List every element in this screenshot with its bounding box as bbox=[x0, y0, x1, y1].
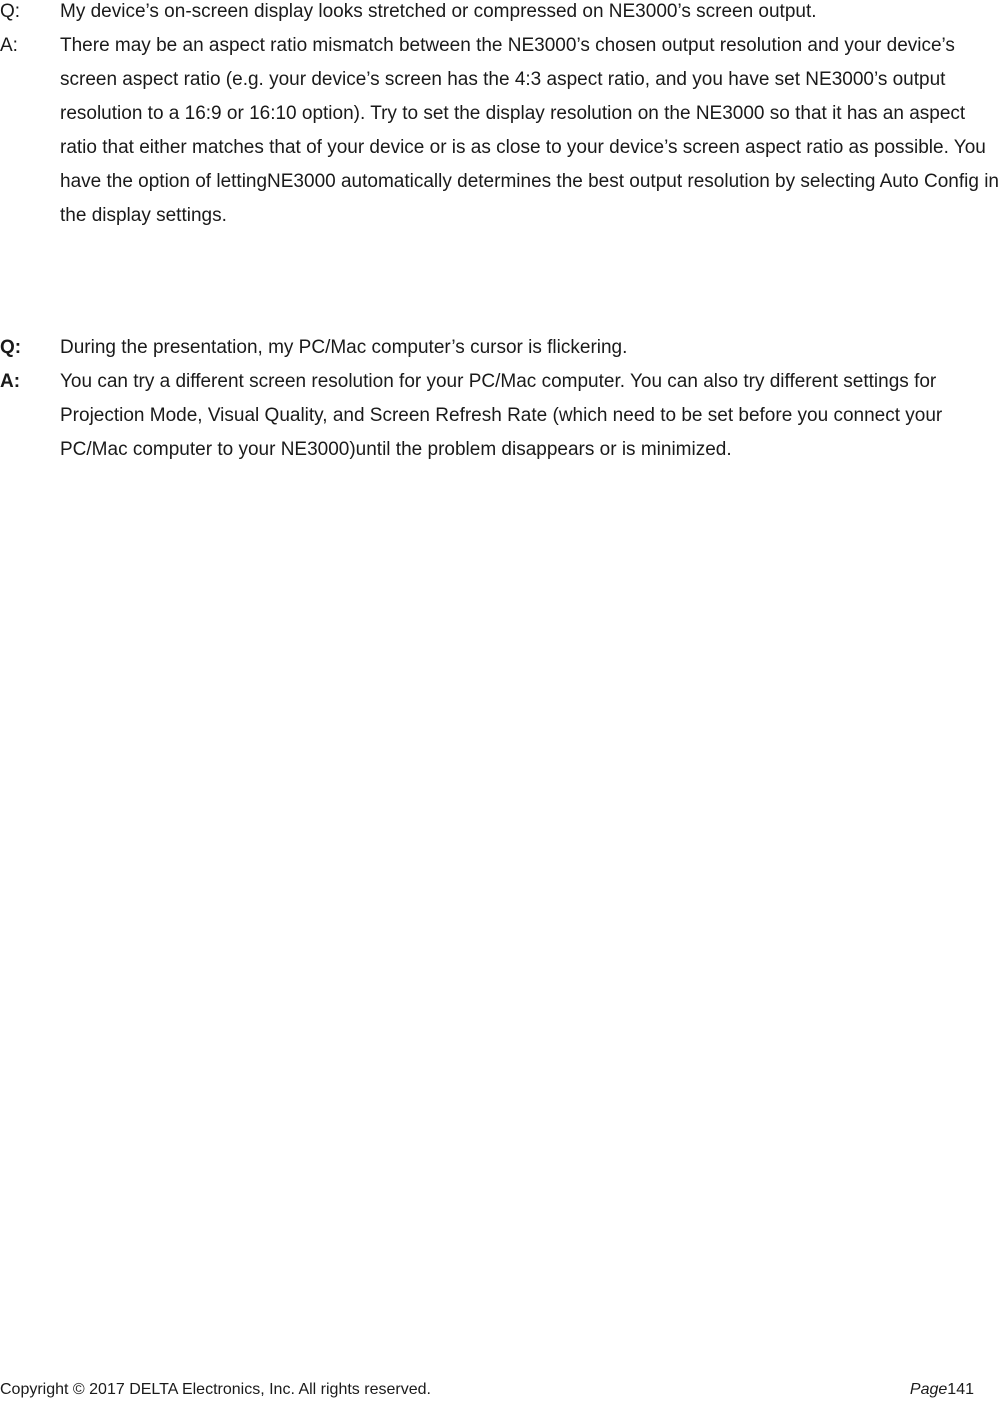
answer-text: There may be an aspect ratio mismatch between the NE3000’s chosen output resolution and your device’s screen aspect ratio (e.g. your device’s screen has the 4:3 aspect ratio, and you have set NE3000’s output resolution to a 16:9 or 16:10 option). Try to set the display resolution on the NE3000 so that it has an aspect ratio that either matches that of your device or is as close to your device’s screen aspect ratio as possible. You have the option of lettingNE3000 automatically determines the best output resolution by selecting Auto Config in the display settings. bbox=[60, 35, 999, 226]
faq-item bbox=[0, 331, 999, 467]
answer-label: A: bbox=[0, 35, 18, 56]
answer-row bbox=[0, 29, 999, 233]
answer-row bbox=[0, 365, 999, 467]
page-number: 141 bbox=[947, 1381, 974, 1398]
question-label: Q: bbox=[0, 337, 22, 358]
answer-label: A: bbox=[0, 371, 21, 392]
faq-item bbox=[0, 0, 999, 233]
question-row bbox=[0, 0, 999, 29]
copyright-notice: Copyright © 2017 DELTA Electronics, Inc. All rights reserved. bbox=[0, 1381, 431, 1398]
question-label: Q: bbox=[0, 1, 21, 22]
question-text: During the presentation, my PC/Mac computer’s cursor is flickering. bbox=[60, 337, 628, 358]
answer-text: You can try a different screen resolution for your PC/Mac computer. You can also try different settings for Projection Mode, Visual Quality, and Screen Refresh Rate (which need to be set before you connect your PC/Mac computer to your NE3000)until the problem disappears or is minimized. bbox=[60, 371, 943, 460]
page-label: Page bbox=[909, 1381, 948, 1398]
page-number-group bbox=[910, 1378, 974, 1402]
page-footer bbox=[0, 1378, 974, 1402]
question-text: My device’s on-screen display looks stretched or compressed on NE3000’s screen output. bbox=[60, 1, 817, 22]
question-row bbox=[0, 331, 999, 365]
